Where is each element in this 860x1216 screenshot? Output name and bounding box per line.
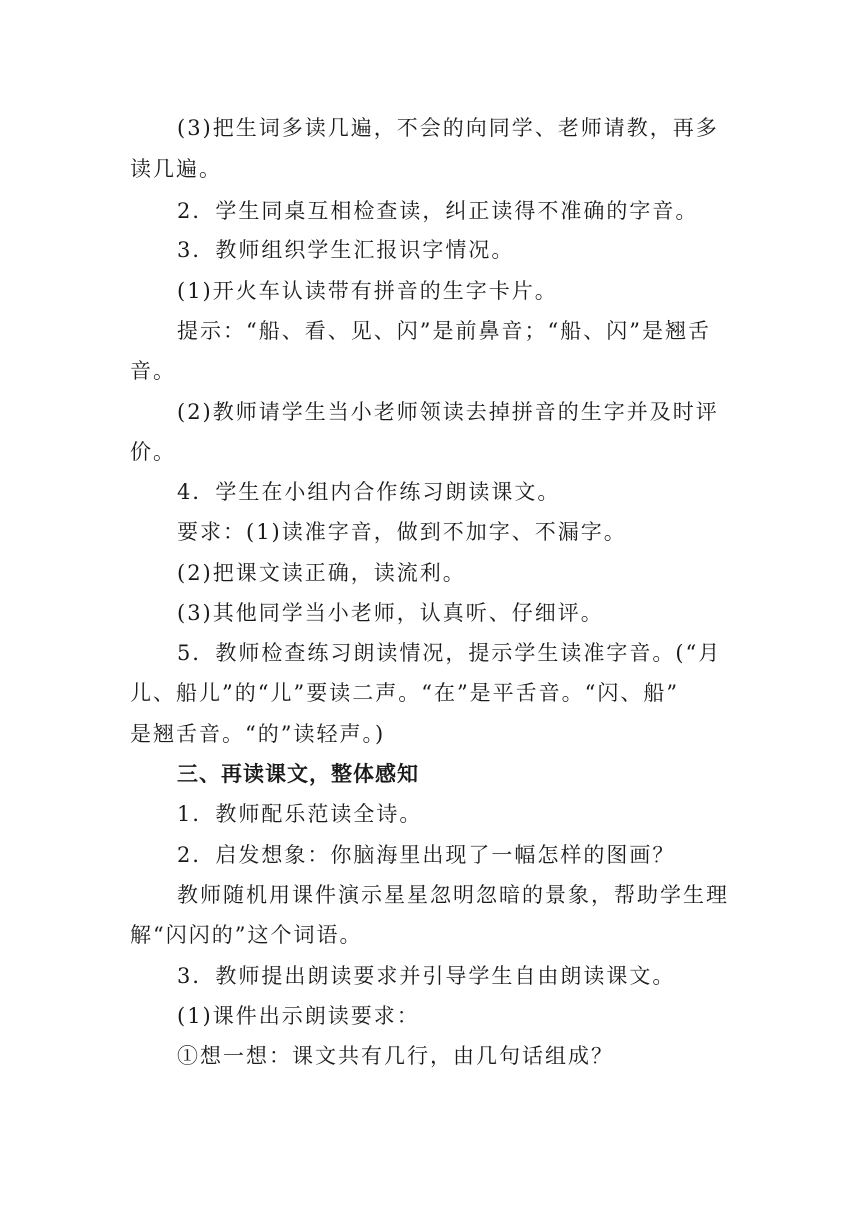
- paragraph-line: 要求：(1)读准字音，做到不加字、不漏字。: [177, 520, 627, 544]
- paragraph-line: 教师随机用课件演示星星忽明忽暗的景象，帮助学生理: [177, 883, 729, 907]
- paragraph-line: (3)其他同学当小老师，认真听、仔细评。: [177, 601, 604, 625]
- paragraph-line: 儿、船儿”的“儿”要读二声。“在”是平舌音。“闪、船”: [130, 681, 680, 705]
- paragraph-line: 是翘舌音。“的”读轻声。): [130, 722, 386, 746]
- paragraph-line: 4．学生在小组内合作练习朗读课文。: [177, 480, 561, 504]
- paragraph-line: ①想一想：课文共有几行，由几句话组成？: [177, 1044, 614, 1068]
- paragraph-line: (2)把课文读正确，读流利。: [177, 561, 466, 585]
- paragraph-line: 2．学生同桌互相检查读，纠正读得不准确的字音。: [177, 199, 699, 223]
- section-heading: 三、再读课文，整体感知: [177, 762, 419, 786]
- paragraph-line: 提示：“船、看、见、闪”是前鼻音；“船、闪”是翘舌: [177, 319, 711, 343]
- paragraph-line: 1．教师配乐范读全诗。: [177, 802, 423, 826]
- paragraph-line: 价。: [130, 440, 176, 464]
- paragraph-line: 3．教师组织学生汇报识字情况。: [177, 238, 515, 262]
- paragraph-line: 读几遍。: [130, 157, 222, 181]
- paragraph-line: 解“闪闪的”这个词语。: [130, 923, 363, 947]
- paragraph-line: (1)课件出示朗读要求：: [177, 1004, 420, 1028]
- paragraph-line: 音。: [130, 359, 176, 383]
- paragraph-line: (2)教师请学生当小老师领读去掉拼音的生字并及时评: [177, 400, 719, 424]
- paragraph-line: 2．启发想象：你脑海里出现了一幅怎样的图画？: [177, 843, 676, 867]
- paragraph-line: (3)把生词多读几遍，不会的向同学、老师请教，再多: [177, 116, 719, 140]
- paragraph-line: 3．教师提出朗读要求并引导学生自由朗读课文。: [177, 964, 676, 988]
- paragraph-line: (1)开火车认读带有拼音的生字卡片。: [177, 279, 558, 303]
- paragraph-line: 5．教师检查练习朗读情况，提示学生读准字音。(“月: [177, 641, 722, 665]
